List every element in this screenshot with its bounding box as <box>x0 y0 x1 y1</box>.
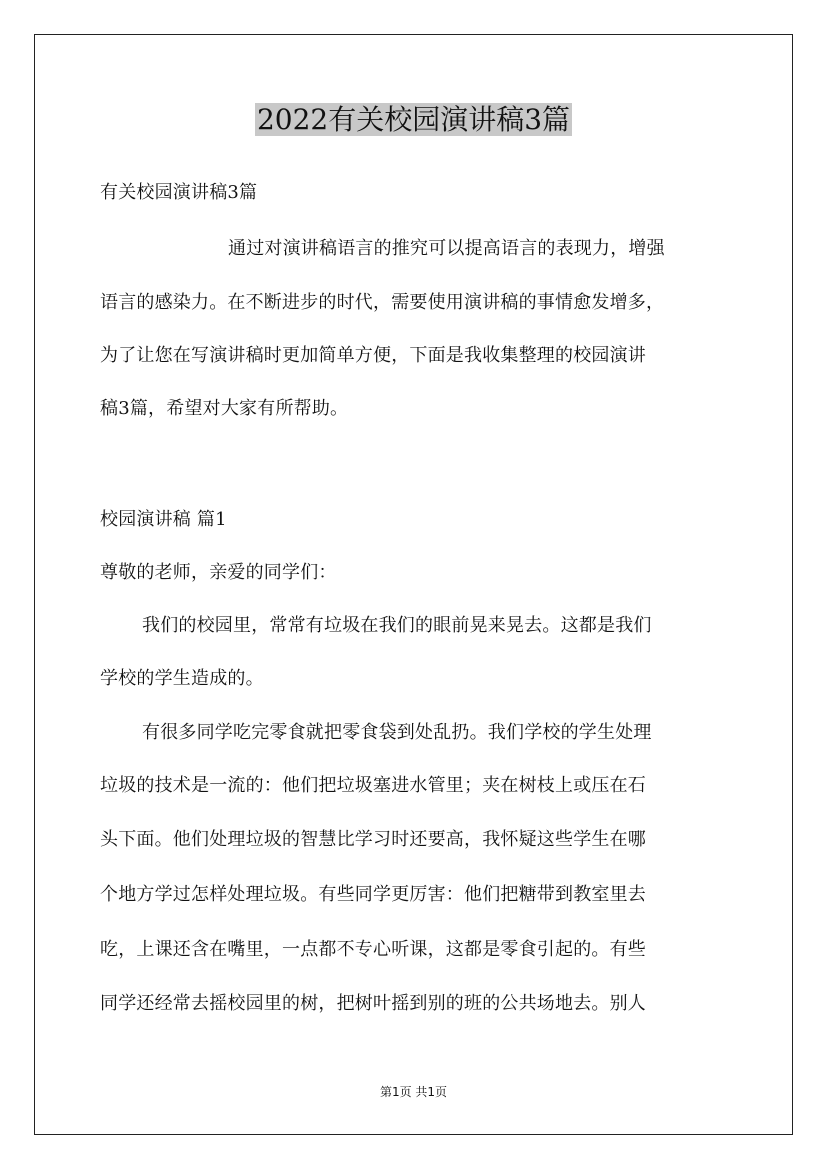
paragraph-line: 我们的校园里，常常有垃圾在我们的眼前晃来晃去。这都是我们 <box>142 615 652 636</box>
paragraph-line: 头下面。他们处理垃圾的智慧比学习时还要高，我怀疑这些学生在哪 <box>100 829 646 850</box>
salutation: 尊敬的老师，亲爱的同学们： <box>100 562 337 583</box>
document-title-wrap <box>0 100 827 140</box>
document-subtitle: 有关校园演讲稿3篇 <box>100 182 258 203</box>
paragraph-line: 个地方学过怎样处理垃圾。有些同学更厉害：他们把糖带到教室里去 <box>100 884 646 905</box>
page-footer: 第1页 共1页 <box>379 1085 448 1099</box>
section-heading: 校园演讲稿 篇1 <box>100 509 227 530</box>
paragraph-line: 学校的学生造成的。 <box>100 668 264 689</box>
intro-line: 语言的感染力。在不断进步的时代，需要使用演讲稿的事情愈发增多， <box>100 292 665 313</box>
intro-line: 稿3篇，希望对大家有所帮助。 <box>100 398 349 419</box>
paragraph-line: 垃圾的技术是一流的：他们把垃圾塞进水管里；夹在树枝上或压在石 <box>100 775 646 796</box>
paragraph-line: 吃，上课还含在嘴里，一点都不专心听课，这都是零食引起的。有些 <box>100 939 646 960</box>
intro-line: 通过对演讲稿语言的推究可以提高语言的表现力，增强 <box>228 238 665 259</box>
paragraph-line: 同学还经常去摇校园里的树，把树叶摇到别的班的公共场地去。别人 <box>100 993 646 1014</box>
intro-line: 为了让您在写演讲稿时更加简单方便，下面是我收集整理的校园演讲 <box>100 345 646 366</box>
paragraph-line: 有很多同学吃完零食就把零食袋到处乱扔。我们学校的学生处理 <box>142 722 652 743</box>
document-title: 2022有关校园演讲稿3篇 <box>256 103 571 136</box>
